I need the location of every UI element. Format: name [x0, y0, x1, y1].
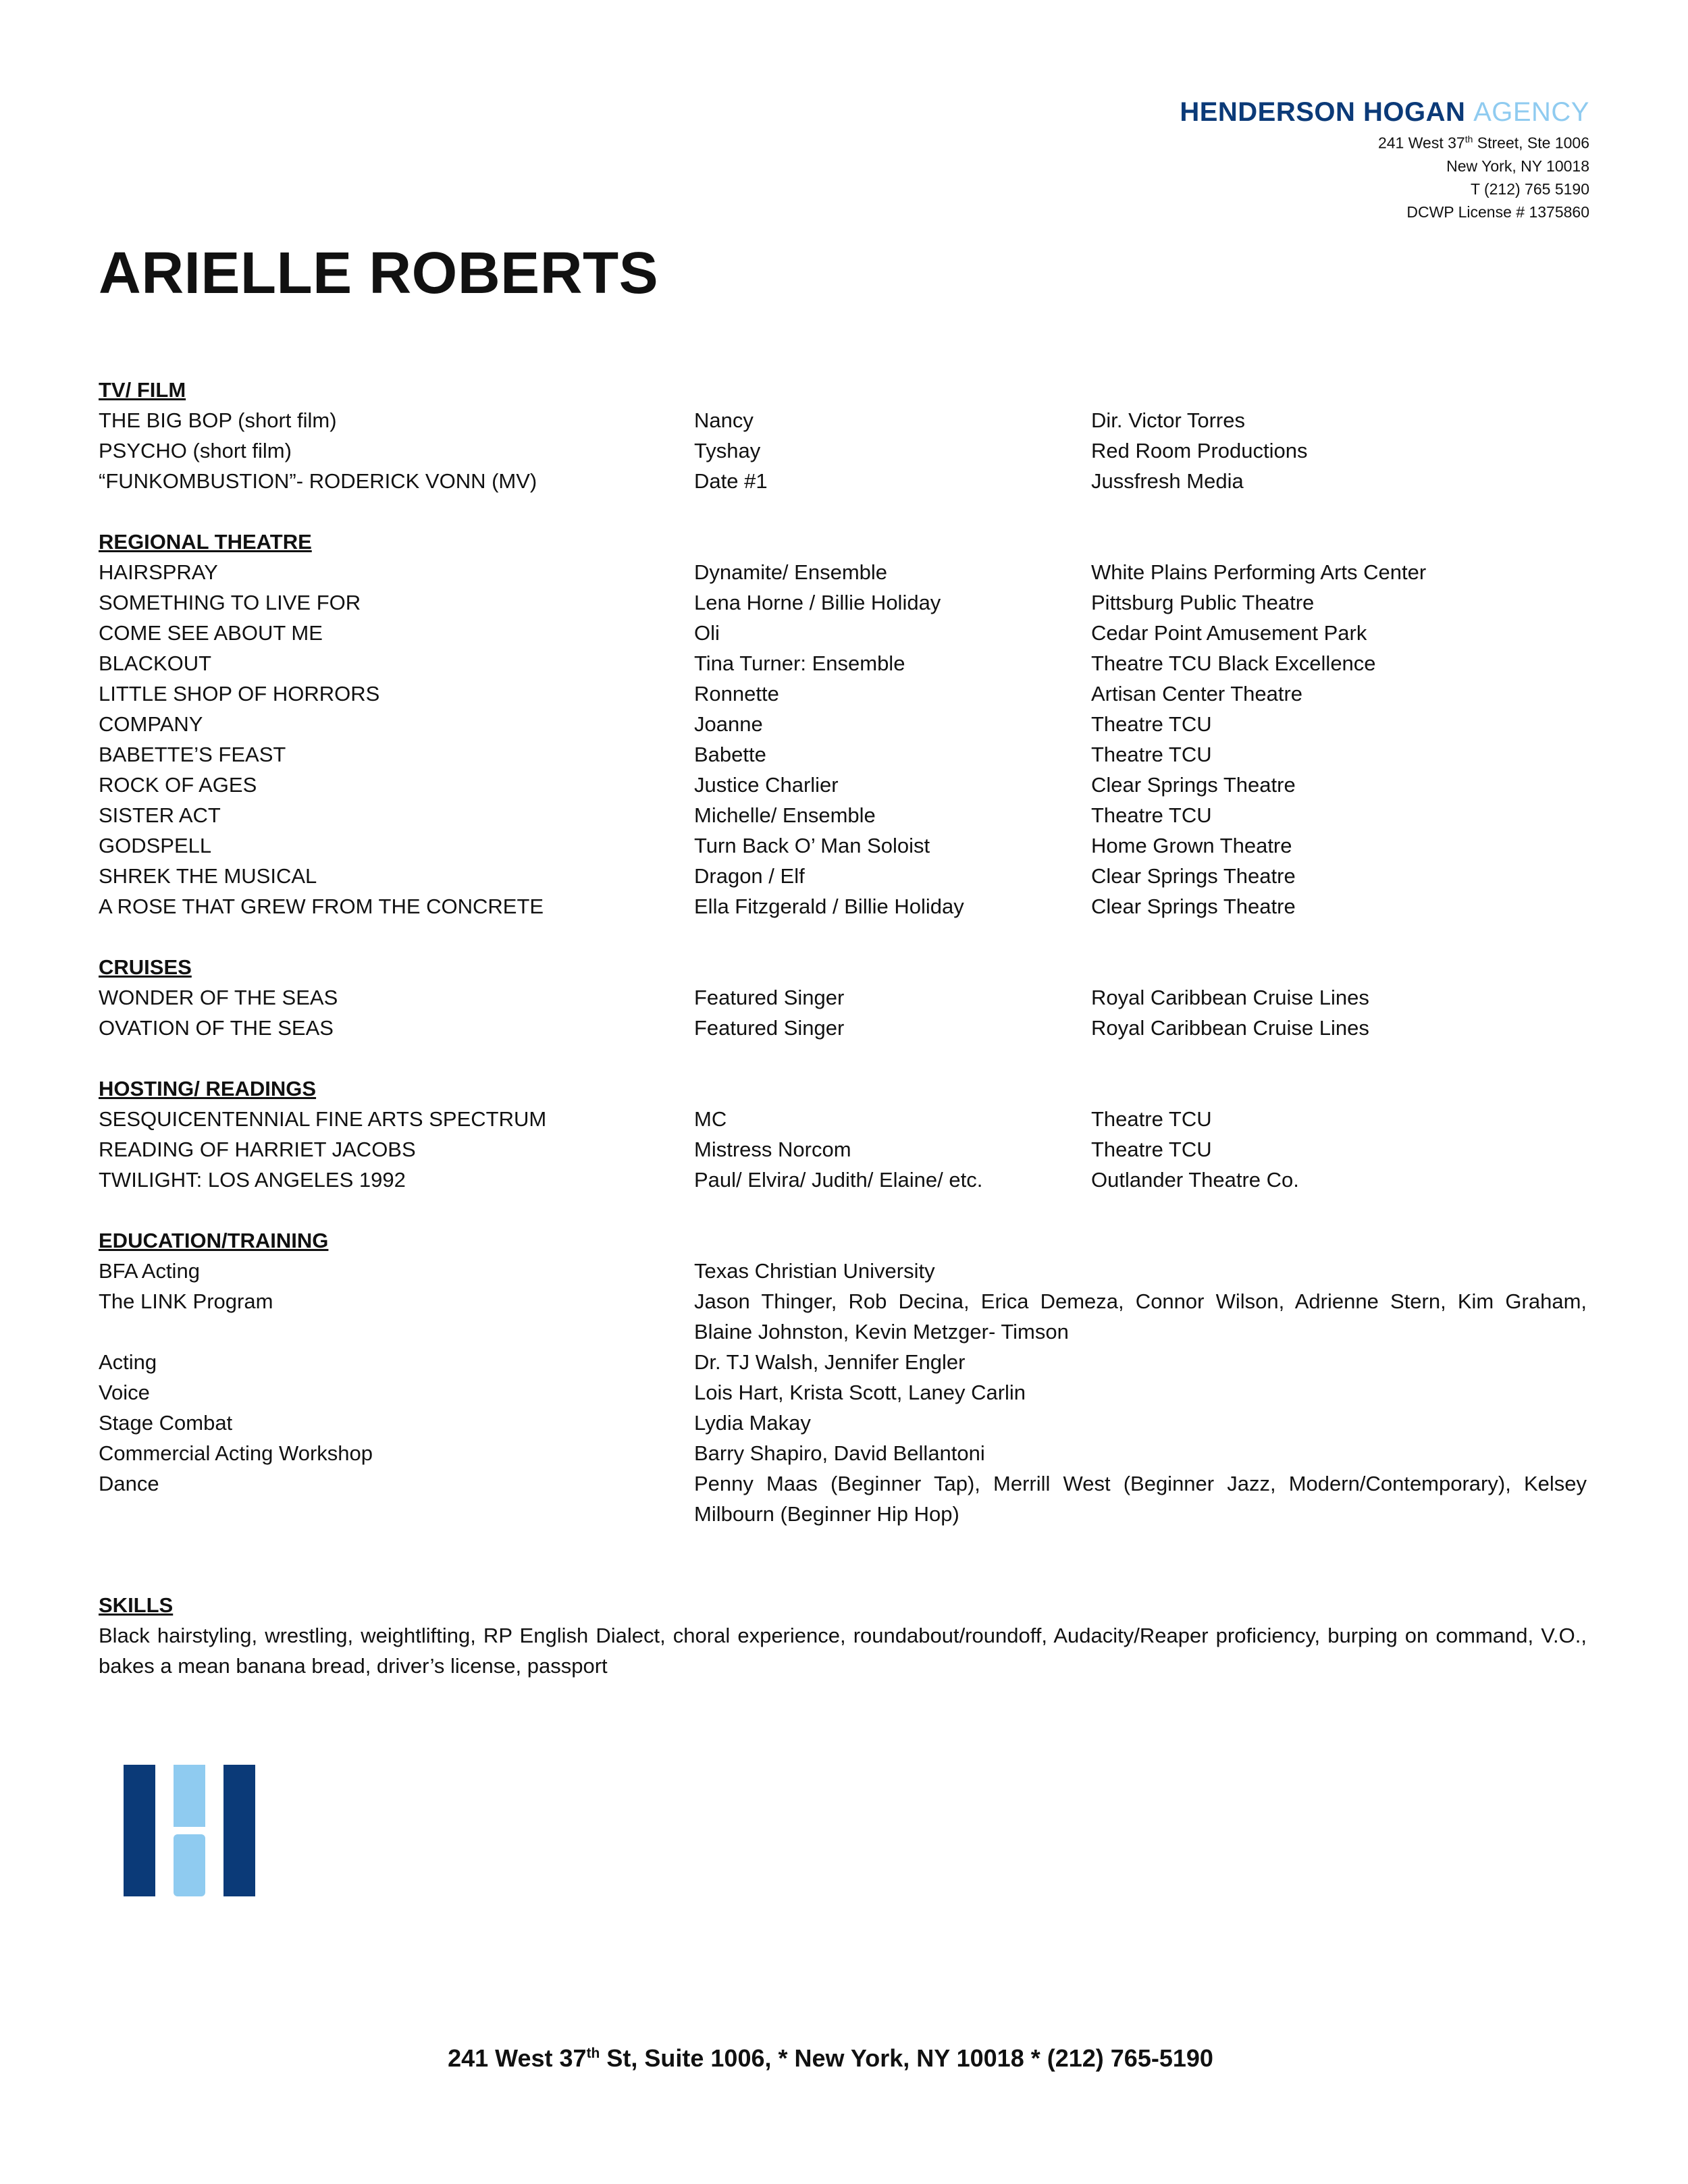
credit-title: A ROSE THAT GREW FROM THE CONCRETE [99, 895, 544, 918]
credit-venue: Pittsburg Public Theatre [1091, 591, 1315, 614]
credit-title: “FUNKOMBUSTION”- RODERICK VONN (MV) [99, 469, 537, 493]
footer-address [0, 2044, 1661, 2073]
credit-title: SHREK THE MUSICAL [99, 864, 317, 888]
credit-venue: Jussfresh Media [1091, 469, 1244, 493]
credit-venue: White Plains Performing Arts Center [1091, 560, 1427, 584]
credit-title: READING OF HARRIET JACOBS [99, 1138, 416, 1161]
credit-row [99, 861, 1587, 891]
education-subject: The LINK Program [99, 1289, 273, 1313]
logo-bottom-center [174, 1834, 205, 1896]
education-detail: Penny Maas (Beginner Tap), Merrill West (Beginner Jazz, Modern/Contemporary), Kelsey Milbourn (Beginner Hip Hop) [694, 1472, 1587, 1526]
credit-title: OVATION OF THE SEAS [99, 1016, 334, 1040]
education-row [99, 1347, 1587, 1377]
credit-row [99, 709, 1587, 739]
agency-name-secondary: AGENCY [1473, 97, 1589, 127]
credit-role: Turn Back O’ Man Soloist [694, 834, 930, 857]
education-row [99, 1286, 1587, 1347]
education-row [99, 1438, 1587, 1468]
section-hosting-readings [99, 1073, 1587, 1195]
section-regional-theatre [99, 527, 1587, 922]
credit-row [99, 1165, 1587, 1195]
education-row [99, 1468, 1587, 1529]
credit-row [99, 678, 1587, 709]
credit-role: Featured Singer [694, 1016, 845, 1040]
section-tv-film [99, 375, 1587, 496]
footer-pre: 241 West 37 [448, 2044, 587, 2072]
credit-row [99, 770, 1587, 800]
credit-venue: Dir. Victor Torres [1091, 408, 1245, 432]
credit-row [99, 648, 1587, 678]
agency-address-post: Street, Ste 1006 [1473, 134, 1589, 152]
performer-name: ARIELLE ROBERTS [99, 240, 659, 306]
credit-role: Joanne [694, 712, 763, 736]
credit-role: Michelle/ Ensemble [694, 803, 876, 827]
education-row [99, 1256, 1587, 1286]
credit-list [99, 405, 1587, 496]
footer-post: St, Suite 1006, * New York, NY 10018 * (212) 765-5190 [600, 2044, 1213, 2072]
section-education [99, 1225, 1587, 1529]
agency-phone: T (212) 765 5190 [1470, 180, 1589, 198]
footer-sup: th [586, 2046, 600, 2061]
education-detail: Dr. TJ Walsh, Jennifer Engler [694, 1350, 966, 1374]
credit-title: SISTER ACT [99, 803, 221, 827]
credit-role: Tina Turner: Ensemble [694, 651, 905, 675]
credit-venue: Royal Caribbean Cruise Lines [1091, 1016, 1369, 1040]
credit-row [99, 800, 1587, 830]
credit-title: GODSPELL [99, 834, 212, 857]
credit-role: Nancy [694, 408, 754, 432]
credit-venue: Theatre TCU [1091, 1107, 1212, 1131]
credit-venue: Theatre TCU [1091, 743, 1212, 766]
credit-title: SESQUICENTENNIAL FINE ARTS SPECTRUM [99, 1107, 547, 1131]
credit-venue: Theatre TCU [1091, 712, 1212, 736]
agency-address-sup: th [1465, 134, 1473, 144]
logo-top-center [174, 1765, 205, 1827]
credit-row [99, 587, 1587, 618]
credit-role: Oli [694, 621, 720, 645]
credit-title: HAIRSPRAY [99, 560, 218, 584]
education-detail: Lois Hart, Krista Scott, Laney Carlin [694, 1381, 1026, 1404]
credit-venue: Clear Springs Theatre [1091, 864, 1296, 888]
credit-role: MC [694, 1107, 727, 1131]
logo-left-bar [124, 1765, 155, 1896]
credit-role: Babette [694, 743, 766, 766]
credit-title: SOMETHING TO LIVE FOR [99, 591, 361, 614]
credit-title: BLACKOUT [99, 651, 212, 675]
section-title: CRUISES [99, 955, 192, 979]
credit-row [99, 557, 1587, 587]
credit-venue: Cedar Point Amusement Park [1091, 621, 1367, 645]
credit-role: Date #1 [694, 469, 768, 493]
hh-logo-icon [124, 1765, 255, 1896]
logo-right-bar [223, 1765, 255, 1896]
credit-row [99, 405, 1587, 435]
credit-role: Lena Horne / Billie Holiday [694, 591, 941, 614]
credit-role: Tyshay [694, 439, 761, 462]
credit-row [99, 1013, 1587, 1043]
section-title: EDUCATION/TRAINING [99, 1229, 329, 1252]
credit-venue: Artisan Center Theatre [1091, 682, 1303, 705]
credit-title: TWILIGHT: LOS ANGELES 1992 [99, 1168, 406, 1192]
skills-text: Black hairstyling, wrestling, weightlifting, RP English Dialect, choral experience, roundabout/roundoff, Audacity/Reaper proficiency, burping on command, V.O., bakes a mean banana bread, driver’s license, passport [99, 1624, 1587, 1678]
credit-row [99, 982, 1587, 1013]
credit-venue: Theatre TCU Black Excellence [1091, 651, 1376, 675]
section-cruises [99, 952, 1587, 1043]
education-detail: Texas Christian University [694, 1259, 935, 1283]
credit-role: Featured Singer [694, 986, 845, 1009]
credit-row [99, 739, 1587, 770]
agency-name [1180, 97, 1589, 128]
section-title: REGIONAL THEATRE [99, 530, 312, 554]
education-detail: Barry Shapiro, David Bellantoni [694, 1441, 985, 1465]
credit-venue: Home Grown Theatre [1091, 834, 1292, 857]
credit-role: Justice Charlier [694, 773, 839, 797]
credit-title: PSYCHO (short film) [99, 439, 292, 462]
credit-row [99, 466, 1587, 496]
agency-address [1180, 128, 1589, 155]
credit-list [99, 1104, 1587, 1195]
section-skills [99, 1590, 1587, 1681]
education-subject: BFA Acting [99, 1259, 200, 1283]
education-subject: Acting [99, 1350, 157, 1374]
section-title: SKILLS [99, 1593, 174, 1617]
credit-title: COME SEE ABOUT ME [99, 621, 323, 645]
credit-title: ROCK OF AGES [99, 773, 257, 797]
credit-title: LITTLE SHOP OF HORRORS [99, 682, 380, 705]
education-detail: Jason Thinger, Rob Decina, Erica Demeza, Connor Wilson, Adrienne Stern, Kim Graham, Blaine Johnston, Kevin Metzger- Timson [694, 1289, 1587, 1343]
credit-row [99, 891, 1587, 922]
credit-title: COMPANY [99, 712, 203, 736]
education-list [99, 1256, 1587, 1529]
credit-list [99, 982, 1587, 1043]
credit-role: Dynamite/ Ensemble [694, 560, 888, 584]
credit-role: Ronnette [694, 682, 779, 705]
education-row [99, 1408, 1587, 1438]
credit-list [99, 557, 1587, 922]
section-title: HOSTING/ READINGS [99, 1077, 317, 1100]
credit-venue: Outlander Theatre Co. [1091, 1168, 1299, 1192]
agency-city: New York, NY 10018 [1446, 157, 1589, 175]
education-subject: Voice [99, 1381, 150, 1404]
credit-title: WONDER OF THE SEAS [99, 986, 338, 1009]
credit-row [99, 618, 1587, 648]
credit-venue: Theatre TCU [1091, 803, 1212, 827]
credit-row [99, 435, 1587, 466]
agency-license: DCWP License # 1375860 [1406, 203, 1589, 221]
agency-header [1180, 97, 1589, 223]
education-detail: Lydia Makay [694, 1411, 811, 1435]
credit-row [99, 830, 1587, 861]
education-subject: Commercial Acting Workshop [99, 1441, 373, 1465]
agency-address-pre: 241 West 37 [1377, 134, 1465, 152]
credit-venue: Royal Caribbean Cruise Lines [1091, 986, 1369, 1009]
credit-venue: Red Room Productions [1091, 439, 1308, 462]
credit-title: THE BIG BOP (short film) [99, 408, 337, 432]
credit-venue: Clear Springs Theatre [1091, 895, 1296, 918]
credit-row [99, 1104, 1587, 1134]
education-subject: Stage Combat [99, 1411, 233, 1435]
credit-venue: Clear Springs Theatre [1091, 773, 1296, 797]
agency-name-primary: HENDERSON HOGAN [1180, 97, 1466, 127]
credit-role: Ella Fitzgerald / Billie Holiday [694, 895, 964, 918]
credit-row [99, 1134, 1587, 1165]
credit-venue: Theatre TCU [1091, 1138, 1212, 1161]
section-title: TV/ FILM [99, 378, 186, 402]
education-subject: Dance [99, 1472, 159, 1495]
credit-role: Paul/ Elvira/ Judith/ Elaine/ etc. [694, 1168, 983, 1192]
credit-role: Mistress Norcom [694, 1138, 851, 1161]
credit-title: BABETTE’S FEAST [99, 743, 286, 766]
education-row [99, 1377, 1587, 1408]
resume-body [99, 375, 1587, 1711]
credit-role: Dragon / Elf [694, 864, 805, 888]
